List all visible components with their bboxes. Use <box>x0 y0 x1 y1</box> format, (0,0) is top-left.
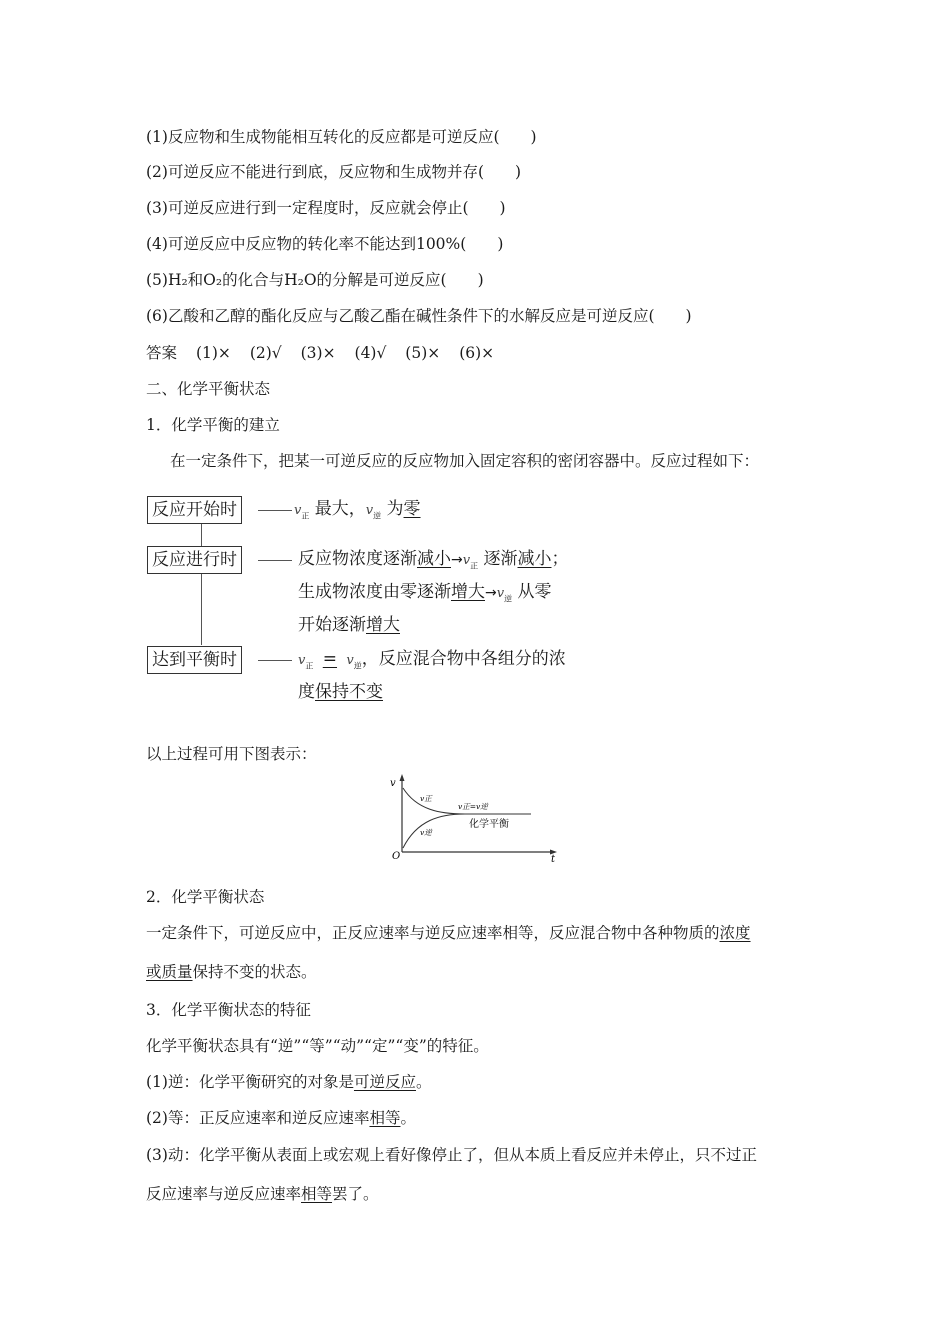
answer-item: (6)× <box>459 344 495 362</box>
answer-line <box>146 343 494 363</box>
y-axis-label: v <box>390 778 396 789</box>
flow-dash <box>258 660 292 661</box>
flow-progress-line-1: 反应物浓度逐渐减小$\to v_正$ 逐渐减小； <box>298 549 569 571</box>
answer-item: (2)√ <box>249 344 282 362</box>
subsection-2-line-2: 或质量保持不变的状态。 <box>146 963 317 981</box>
rate-time-graph <box>385 772 565 864</box>
feature-3-line-1: (3)动：化学平衡从表面上或宏观上看好像停止了，但从本质上看反应并未停止，只不过正 <box>146 1146 757 1164</box>
question-2: (2)可逆反应不能进行到底，反应物和生成物并存( ) <box>146 163 522 181</box>
section-title: 二、化学平衡状态 <box>146 380 271 398</box>
right-arrow-icon: → <box>451 552 463 568</box>
question-3: (3)可逆反应进行到一定程度时，反应就会停止( ) <box>146 199 506 217</box>
y-axis-arrow-icon <box>400 774 405 781</box>
answer-item: (1)× <box>195 344 231 362</box>
origin-label: O <box>392 851 401 862</box>
question-4: (4)可逆反应中反应物的转化率不能达到100%( ) <box>146 235 504 253</box>
feature-3-line-2: 反应速率与逆反应速率相等罢了。 <box>146 1185 379 1203</box>
reverse-rate-label: v逆 <box>420 828 432 837</box>
answer-item: (5)× <box>405 344 441 362</box>
flow-progress-line-3: 开始逐渐增大 <box>298 615 400 635</box>
feature-2: (2)等：正反应速率和逆反应速率相等。 <box>146 1109 416 1127</box>
subsection-3-intro: 化学平衡状态具有“逆”“等”“动”“定”“变”的特征。 <box>146 1037 489 1055</box>
flow-equilibrium-line-2: 度保持不变 <box>298 682 383 702</box>
answer-label: 答案 <box>146 344 178 362</box>
question-6: (6)乙酸和乙醇的酯化反应与乙酸乙酯在碱性条件下的水解反应是可逆反应( ) <box>146 307 692 325</box>
question-1: (1)反应物和生成物能相互转化的反应都是可逆反应( ) <box>146 128 537 146</box>
flow-box-progress: 反应进行时 <box>147 546 242 574</box>
flow-box-equilibrium: 达到平衡时 <box>147 646 242 674</box>
reverse-rate-curve <box>403 814 465 848</box>
forward-rate-curve <box>403 788 465 814</box>
feature-1: (1)逆：化学平衡研究的对象是可逆反应。 <box>146 1073 432 1091</box>
subsection-title-2: 2．化学平衡状态 <box>146 888 265 906</box>
subsection-1-intro: 在一定条件下，把某一可逆反应的反应物加入固定容积的密闭容器中。反应过程如下： <box>170 452 760 470</box>
subsection-title-1: 1．化学平衡的建立 <box>146 416 280 434</box>
flow-box-start: 反应开始时 <box>147 496 242 524</box>
subsection-title-3: 3．化学平衡状态的特征 <box>146 1001 311 1019</box>
flow-dash <box>258 560 292 561</box>
flow-progress-line-2: 生成物浓度由零逐渐增大$\to v_逆$ 从零 <box>298 582 552 604</box>
flow-equilibrium-line-1: $v_正 = v_逆$，反应混合物中各组分的浓 <box>298 649 566 671</box>
forward-rate-label: v正 <box>420 794 432 803</box>
x-axis-label: t <box>551 854 556 864</box>
equilibrium-state-label: 化学平衡 <box>469 819 509 830</box>
answer-item: (3)× <box>300 344 336 362</box>
answer-item: (4)√ <box>354 344 387 362</box>
flow-start-text: $v_正$ 最大，$v_逆$ 为零 <box>294 499 421 521</box>
flow-connector <box>201 521 202 645</box>
subsection-2-line-1: 一定条件下，可逆反应中，正反应速率与逆反应速率相等，反应混合物中各种物质的浓度 <box>146 924 751 942</box>
right-arrow-icon: → <box>485 585 497 601</box>
question-5: (5)H₂和O₂的化合与H₂O的分解是可逆反应( ) <box>146 271 484 289</box>
graph-intro: 以上过程可用下图表示： <box>146 745 317 763</box>
equal-rates-label: v正=v逆 <box>458 802 488 811</box>
flow-dash <box>258 510 292 511</box>
